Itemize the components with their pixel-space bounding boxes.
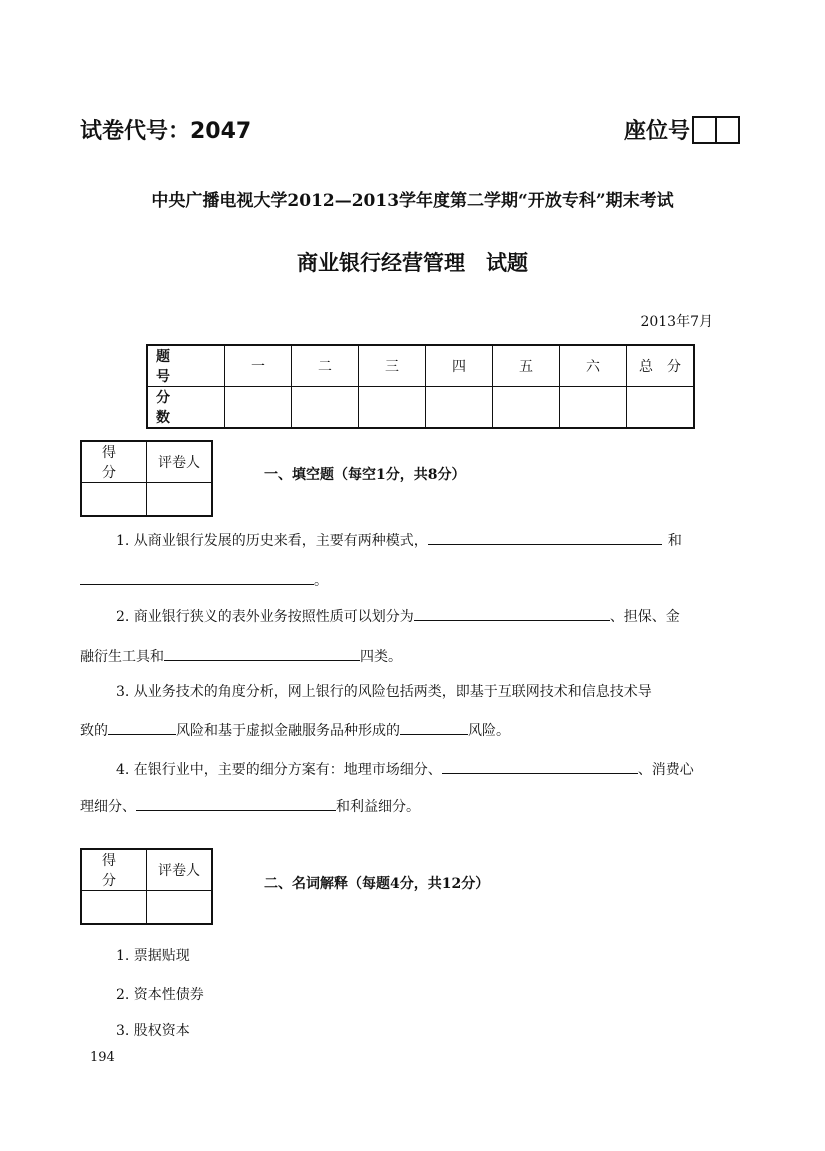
- grader-label: 评卷人: [147, 849, 213, 891]
- page-number: 194: [90, 1050, 115, 1065]
- question-4-end: 和利益细分。: [336, 799, 420, 815]
- score-cell[interactable]: [426, 387, 493, 429]
- question-4-line2: [80, 796, 420, 817]
- seat-label: 座位号: [624, 119, 691, 144]
- answer-blank[interactable]: [442, 759, 638, 774]
- question-2-text-b: 、担保、金: [609, 609, 680, 625]
- term-item-2: 2. 资本性债券: [116, 987, 204, 1003]
- question-3-text: 3. 从业务技术的角度分析，网上银行的风险包括两类，即基于互联网技术和信息技术导: [116, 684, 652, 700]
- score-cell[interactable]: [627, 387, 695, 429]
- question-1-text-and: 和: [667, 533, 682, 549]
- score-input-cell[interactable]: [81, 483, 147, 517]
- paper-title: 商业银行经营管理 试题: [297, 251, 528, 275]
- score-label: 得 分: [81, 441, 147, 483]
- score-cell[interactable]: [292, 387, 359, 429]
- column-1: 一: [225, 345, 292, 387]
- score-cell[interactable]: [359, 387, 426, 429]
- row-label-question-number: 题 号: [147, 345, 225, 387]
- question-1: [116, 530, 682, 551]
- grader-label: 评卷人: [147, 441, 213, 483]
- score-cell[interactable]: [225, 387, 292, 429]
- question-1-end: 。: [314, 573, 328, 589]
- question-3-end: 风险。: [468, 723, 510, 739]
- column-2: 二: [292, 345, 359, 387]
- question-2-line2: [80, 646, 402, 667]
- university-title: 中央广播电视大学2012—2013学年度第二学期“开放专科”期末考试: [151, 191, 674, 211]
- answer-blank[interactable]: [428, 530, 662, 545]
- term-item-1: 1. 票据贴现: [116, 948, 190, 964]
- score-cell[interactable]: [493, 387, 560, 429]
- term-item-3: 3. 股权资本: [116, 1023, 190, 1039]
- column-4: 四: [426, 345, 493, 387]
- question-4-text-b: 、消费心: [637, 762, 694, 778]
- grader-input-cell[interactable]: [147, 891, 213, 925]
- score-table-header-row: [147, 345, 694, 387]
- answer-blank[interactable]: [164, 646, 360, 661]
- paper-date: 2013年7月: [640, 314, 713, 330]
- question-3-text-c: 风险和基于虚拟金融服务品种形成的: [176, 723, 400, 739]
- exam-code: 试卷代号：2047: [80, 119, 252, 144]
- column-6: 六: [560, 345, 627, 387]
- section2-title: 二、名词解释（每题4分，共12分）: [264, 876, 490, 892]
- section2-grader-box: [80, 848, 213, 925]
- column-5: 五: [493, 345, 560, 387]
- question-1-line2: [80, 570, 328, 591]
- answer-blank[interactable]: [400, 720, 468, 735]
- answer-blank[interactable]: [108, 720, 176, 735]
- answer-blank[interactable]: [136, 796, 336, 811]
- question-4-text-c: 理细分、: [80, 799, 136, 815]
- score-input-cell[interactable]: [81, 891, 147, 925]
- section1-grader-box: [80, 440, 213, 517]
- question-3: [116, 682, 652, 702]
- question-2-text: 2. 商业银行狭义的表外业务按照性质可以划分为: [116, 609, 414, 625]
- question-2-end: 四类。: [360, 649, 402, 665]
- grader-input-cell[interactable]: [147, 483, 213, 517]
- score-label: 得 分: [81, 849, 147, 891]
- row-label-score: 分 数: [147, 387, 225, 429]
- score-table-score-row: [147, 387, 694, 429]
- question-4: [116, 759, 694, 780]
- answer-blank[interactable]: [80, 570, 314, 585]
- question-2: [116, 606, 680, 627]
- question-4-text: 4. 在银行业中，主要的细分方案有：地理市场细分、: [116, 762, 442, 778]
- question-2-text-c: 融衍生工具和: [80, 649, 164, 665]
- score-table: [146, 344, 695, 429]
- column-3: 三: [359, 345, 426, 387]
- question-3-text-b: 致的: [80, 723, 108, 739]
- question-3-line2: [80, 720, 510, 741]
- score-cell[interactable]: [560, 387, 627, 429]
- seat-number: [624, 114, 740, 145]
- section1-title: 一、填空题（每空1分，共8分）: [264, 467, 466, 483]
- question-1-text: 1. 从商业银行发展的历史来看，主要有两种模式，: [116, 533, 428, 549]
- seat-number-boxes[interactable]: [692, 116, 740, 144]
- answer-blank[interactable]: [414, 606, 610, 621]
- column-total: 总 分: [627, 345, 695, 387]
